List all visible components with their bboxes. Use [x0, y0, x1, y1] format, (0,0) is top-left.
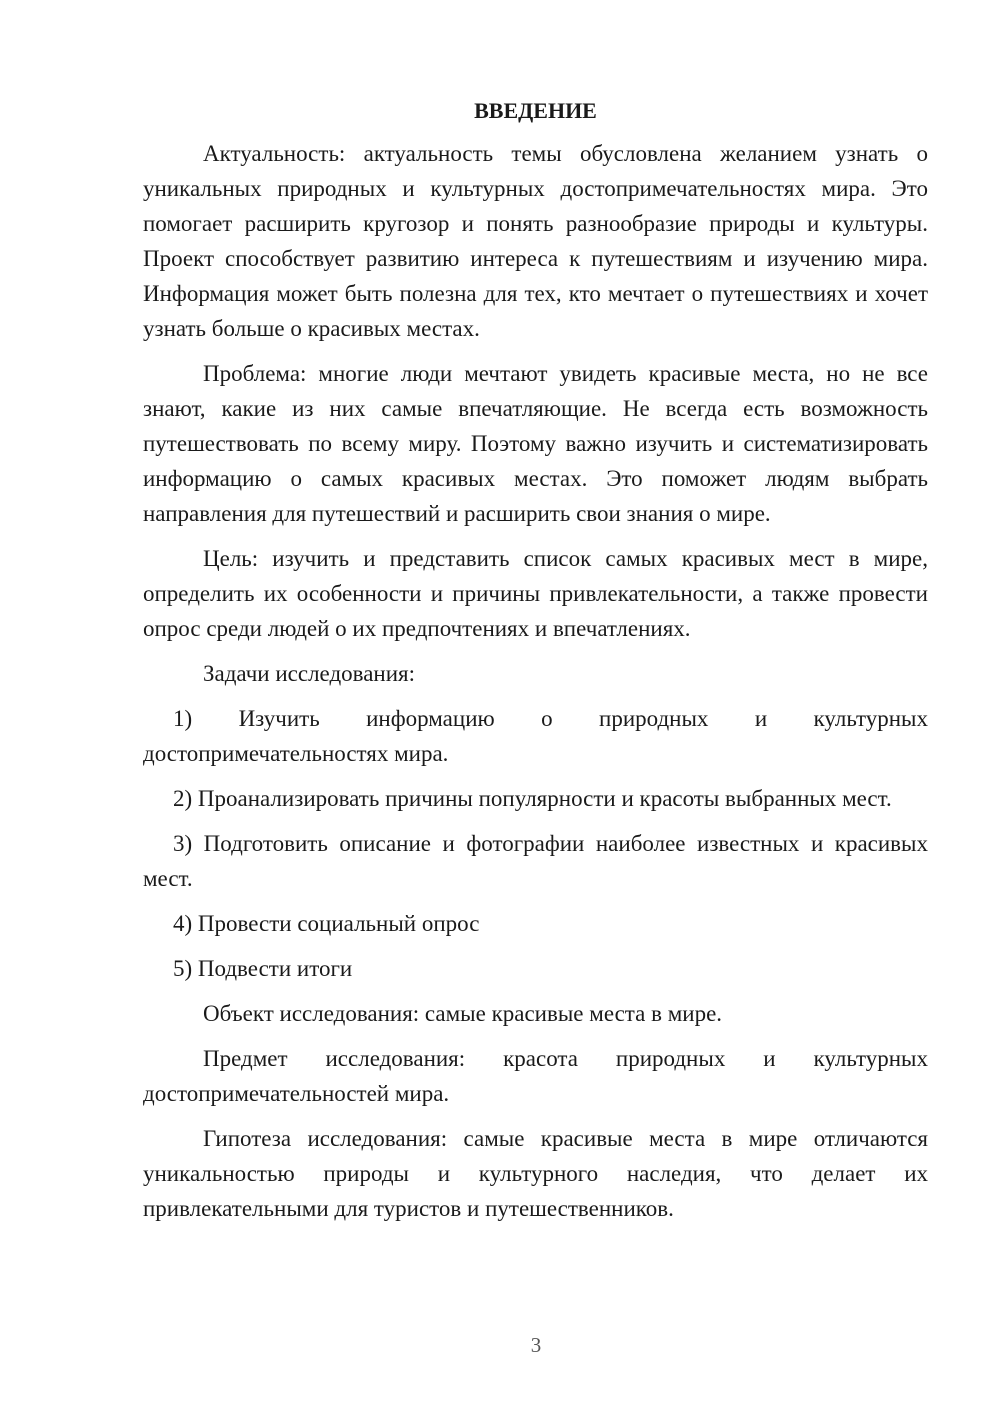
task-item-4: 4) Провести социальный опрос — [173, 911, 480, 936]
task-item-5: 5) Подвести итоги — [173, 956, 353, 981]
task-item-2: 2) Проанализировать причины популярности и красоты выбранных мест. — [173, 786, 892, 811]
goal-paragraph: Цель: изучить и представить список самых красивых мест в мире, определить их особенности и причины привлекательности, а также провести опрос среди людей о их предпочтениях и впечатлениях. — [143, 546, 928, 641]
object-paragraph: Объект исследования: самые красивые места в мире. — [203, 1001, 723, 1026]
tasks-heading: Задачи исследования: — [203, 661, 416, 686]
hypothesis-paragraph: Гипотеза исследования: самые красивые места в мире отличаются уникальностью природы и культурного наследия, что делает их привлекательными для туристов и путешественников. — [143, 1126, 928, 1221]
problem-paragraph: Проблема: многие люди мечтают увидеть красивые места, но не все знают, какие из них самые впечатляющие. Не всегда есть возможность путешествовать по всему миру. Поэтому важно изучить и систематизировать информацию о самых красивых местах. Это поможет людям выбрать направления для путешествий и расширить свои знания о мире. — [143, 361, 928, 526]
task-item-3: 3) Подготовить описание и фотографии наиболее известных и красивых мест. — [143, 831, 928, 891]
document-page — [143, 96, 928, 1236]
relevance-paragraph: Актуальность: актуальность темы обусловлена желанием узнать о уникальных природных и культурных достопримечательностях мира. Это помогает расширить кругозор и понять разнообразие природы и культуры. Проект способствует развитию интереса к путешествиям и изучению мира. Информация может быть полезна для тех, кто мечтает о путешествиях и хочет узнать больше о красивых местах. — [143, 141, 928, 341]
subject-paragraph: Предмет исследования: красота природных и культурных достопримечательностей мира. — [143, 1046, 928, 1106]
task-item-1: 1) Изучить информацию о природных и культурных достопримечательностях мира. — [143, 706, 928, 766]
page-number: 3 — [530, 1333, 542, 1357]
section-title: ВВЕДЕНИЕ — [474, 98, 597, 123]
